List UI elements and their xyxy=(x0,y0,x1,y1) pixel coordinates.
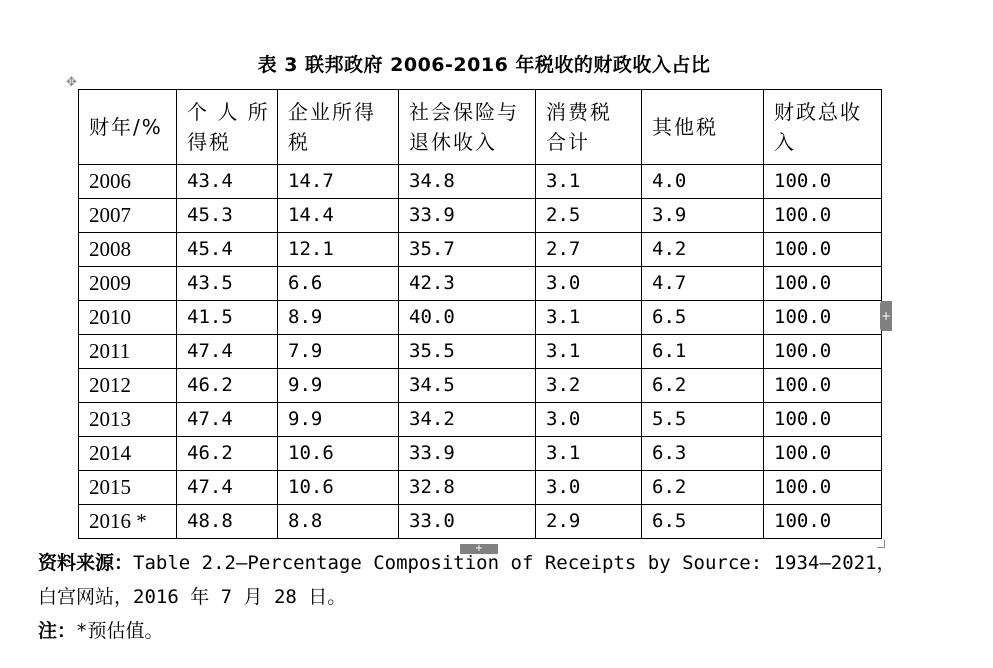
value-cell: 2.5 xyxy=(536,199,642,233)
table-row xyxy=(79,267,882,301)
value-cell: 3.0 xyxy=(536,267,642,301)
year-cell: 2011 xyxy=(79,335,177,369)
value-cell: 33.0 xyxy=(399,505,536,539)
value-cell: 100.0 xyxy=(764,403,882,437)
value-cell: 35.5 xyxy=(399,335,536,369)
year-cell: 2010 xyxy=(79,301,177,335)
value-cell: 3.1 xyxy=(536,301,642,335)
source-text-line1: Table 2.2—Percentage Composition of Receipts by Source: 1934–2021， xyxy=(133,552,896,574)
add-column-plus-icon[interactable]: + xyxy=(880,301,892,331)
value-cell: 3.1 xyxy=(536,437,642,471)
source-label: 资料来源： xyxy=(38,552,134,574)
column-header: 其他税 xyxy=(642,90,764,165)
table-row xyxy=(79,335,882,369)
value-cell: 100.0 xyxy=(764,267,882,301)
value-cell: 100.0 xyxy=(764,165,882,199)
value-cell: 9.9 xyxy=(278,403,399,437)
year-cell: 2013 xyxy=(79,403,177,437)
value-cell: 8.8 xyxy=(278,505,399,539)
column-header: 企业所得 税 xyxy=(278,90,399,165)
value-cell: 100.0 xyxy=(764,301,882,335)
table-row xyxy=(79,505,882,539)
table-title: 表 3 联邦政府 2006-2016 年税收的财政收入占比 xyxy=(257,54,711,76)
value-cell: 12.1 xyxy=(278,233,399,267)
value-cell: 4.0 xyxy=(642,165,764,199)
tax-share-table xyxy=(78,89,882,539)
value-cell: 34.5 xyxy=(399,369,536,403)
table-row xyxy=(79,233,882,267)
table-resize-corner-icon[interactable] xyxy=(877,540,885,548)
value-cell: 43.5 xyxy=(177,267,278,301)
value-cell: 34.8 xyxy=(399,165,536,199)
year-cell: 2006 xyxy=(79,165,177,199)
year-cell: 2015 xyxy=(79,471,177,505)
value-cell: 45.3 xyxy=(177,199,278,233)
value-cell: 33.9 xyxy=(399,437,536,471)
footnote-label: 注： xyxy=(38,620,77,642)
value-cell: 3.0 xyxy=(536,403,642,437)
value-cell: 6.2 xyxy=(642,471,764,505)
value-cell: 14.4 xyxy=(278,199,399,233)
table-row xyxy=(79,199,882,233)
value-cell: 100.0 xyxy=(764,437,882,471)
value-cell: 6.6 xyxy=(278,267,399,301)
value-cell: 6.5 xyxy=(642,505,764,539)
value-cell: 46.2 xyxy=(177,369,278,403)
value-cell: 34.2 xyxy=(399,403,536,437)
column-header: 个 人 所 得税 xyxy=(177,90,278,165)
value-cell: 6.3 xyxy=(642,437,764,471)
column-header: 社会保险与 退休收入 xyxy=(399,90,536,165)
value-cell: 35.7 xyxy=(399,233,536,267)
column-header: 消费税 合计 xyxy=(536,90,642,165)
value-cell: 100.0 xyxy=(764,471,882,505)
footnote xyxy=(38,616,163,646)
value-cell: 47.4 xyxy=(177,335,278,369)
value-cell: 4.2 xyxy=(642,233,764,267)
column-header: 财年/% xyxy=(79,90,177,165)
value-cell: 10.6 xyxy=(278,471,399,505)
year-cell: 2014 xyxy=(79,437,177,471)
year-cell: 2009 xyxy=(79,267,177,301)
value-cell: 7.9 xyxy=(278,335,399,369)
year-cell: 2012 xyxy=(79,369,177,403)
value-cell: 2.9 xyxy=(536,505,642,539)
value-cell: 2.7 xyxy=(536,233,642,267)
value-cell: 100.0 xyxy=(764,505,882,539)
value-cell: 45.4 xyxy=(177,233,278,267)
value-cell: 33.9 xyxy=(399,199,536,233)
value-cell: 100.0 xyxy=(764,199,882,233)
year-cell: 2007 xyxy=(79,199,177,233)
table-row xyxy=(79,437,882,471)
table-row xyxy=(79,471,882,505)
value-cell: 42.3 xyxy=(399,267,536,301)
table-row xyxy=(79,403,882,437)
add-row-plus-icon[interactable]: + xyxy=(460,544,498,554)
value-cell: 100.0 xyxy=(764,335,882,369)
value-cell: 47.4 xyxy=(177,403,278,437)
value-cell: 47.4 xyxy=(177,471,278,505)
value-cell: 3.2 xyxy=(536,369,642,403)
source-note-continued: 白宫网站，2016 年 7 月 28 日。 xyxy=(38,586,347,608)
value-cell: 3.0 xyxy=(536,471,642,505)
value-cell: 5.5 xyxy=(642,403,764,437)
table-row xyxy=(79,369,882,403)
year-cell: 2008 xyxy=(79,233,177,267)
value-cell: 3.1 xyxy=(536,165,642,199)
value-cell: 4.7 xyxy=(642,267,764,301)
footnote-text: *预估值。 xyxy=(76,620,164,642)
table-row xyxy=(79,301,882,335)
value-cell: 9.9 xyxy=(278,369,399,403)
value-cell: 100.0 xyxy=(764,369,882,403)
value-cell: 3.9 xyxy=(642,199,764,233)
value-cell: 10.6 xyxy=(278,437,399,471)
value-cell: 46.2 xyxy=(177,437,278,471)
value-cell: 6.2 xyxy=(642,369,764,403)
value-cell: 3.1 xyxy=(536,335,642,369)
value-cell: 41.5 xyxy=(177,301,278,335)
value-cell: 100.0 xyxy=(764,233,882,267)
value-cell: 48.8 xyxy=(177,505,278,539)
value-cell: 32.8 xyxy=(399,471,536,505)
table-move-handle-icon[interactable]: ✥ xyxy=(66,75,77,90)
value-cell: 14.7 xyxy=(278,165,399,199)
year-cell: 2016 * xyxy=(79,505,177,539)
value-cell: 6.1 xyxy=(642,335,764,369)
value-cell: 6.5 xyxy=(642,301,764,335)
value-cell: 8.9 xyxy=(278,301,399,335)
source-note xyxy=(38,548,896,578)
table-row xyxy=(79,165,882,199)
value-cell: 40.0 xyxy=(399,301,536,335)
column-header: 财政总收 入 xyxy=(764,90,882,165)
table-header-row xyxy=(79,90,882,165)
value-cell: 43.4 xyxy=(177,165,278,199)
